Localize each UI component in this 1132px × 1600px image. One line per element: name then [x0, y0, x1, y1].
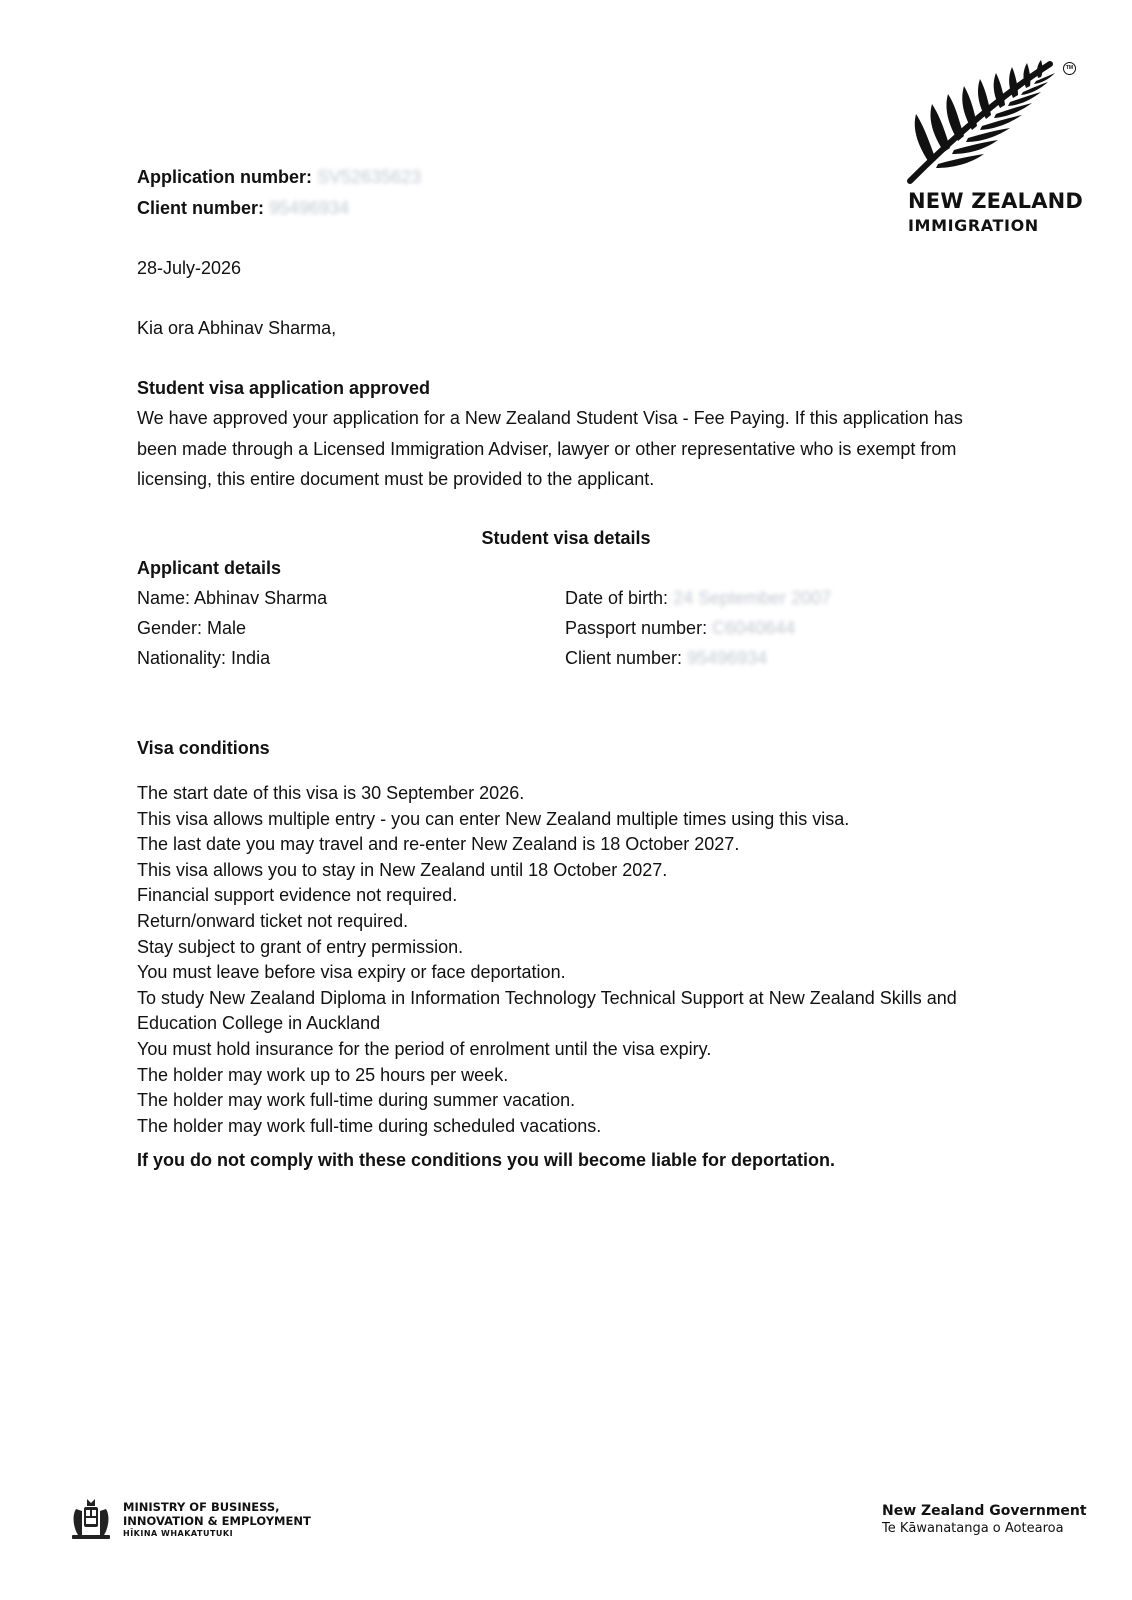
application-number-value: SV52635623: [317, 167, 422, 187]
condition-item: The holder may work full-time during scheduled vacations.: [137, 1115, 602, 1136]
visa-details-title: Student visa details: [481, 528, 651, 548]
details-client-number-label: Client number:: [565, 648, 683, 668]
condition-item: To study New Zealand Diploma in Information Technology Technical Support at New Zealand Skills and Education College in Auckland: [137, 987, 957, 1034]
nz-government-logo: [882, 1503, 1087, 1537]
client-number-label: Client number:: [137, 198, 265, 218]
details-client-number-line: [565, 648, 767, 669]
mbie-line-1: MINISTRY OF BUSINESS,: [123, 1500, 280, 1514]
date-of-birth-value: 24 September 2007: [673, 588, 832, 608]
date-of-birth-line: [565, 588, 831, 609]
approval-body: We have approved your application for a New Zealand Student Visa - Fee Paying. If this application has been made through a Licensed Immigration Adviser, lawyer or other representative who is exempt from licensing, this entire document must be provided to the applicant.: [137, 408, 963, 489]
application-number-label: Application number:: [137, 167, 312, 187]
application-number-line: [137, 167, 421, 188]
visa-conditions-list: [137, 781, 997, 1139]
applicant-gender: Gender: Male: [137, 618, 247, 638]
client-number-value: 95496934: [269, 198, 350, 218]
letter-date: 28-July-2026: [137, 258, 242, 278]
passport-number-label: Passport number:: [565, 618, 708, 638]
approval-heading: Student visa application approved: [137, 378, 431, 398]
mbie-wordmark: [123, 1500, 311, 1539]
te-kawanatanga-line: Te Kāwanatanga o Aotearoa: [882, 1521, 1064, 1536]
condition-item: Stay subject to grant of entry permission.: [137, 936, 464, 957]
logo-line-immigration: IMMIGRATION: [908, 216, 1039, 235]
silver-fern-icon: [900, 56, 1090, 186]
condition-item: Financial support evidence not required.: [137, 885, 458, 906]
logo-line-new-zealand: NEW ZEALAND: [908, 189, 1084, 213]
client-number-line: [137, 198, 349, 219]
applicant-name: Name: Abhinav Sharma: [137, 588, 328, 608]
condition-item: You must leave before visa expiry or face deportation.: [137, 962, 566, 983]
logo-wordmark: [908, 191, 1083, 234]
condition-item: You must hold insurance for the period of enrolment until the visa expiry.: [137, 1038, 712, 1059]
applicant-nationality: Nationality: India: [137, 648, 271, 668]
visa-conditions-heading: Visa conditions: [137, 738, 270, 758]
applicant-details-heading: Applicant details: [137, 558, 282, 578]
passport-number-value: C6040644: [712, 618, 796, 638]
details-client-number-value: 95496934: [687, 648, 768, 668]
deportation-warning: If you do not comply with these conditions you will become liable for deportation.: [137, 1150, 836, 1170]
condition-item: Return/onward ticket not required.: [137, 910, 409, 931]
date-of-birth-label: Date of birth:: [565, 588, 669, 608]
condition-item: The holder may work full-time during summer vacation.: [137, 1090, 576, 1111]
condition-item: This visa allows you to stay in New Zealand until 18 October 2027.: [137, 859, 668, 880]
condition-item: The start date of this visa is 30 September 2026.: [137, 783, 525, 803]
condition-item: This visa allows multiple entry - you can enter New Zealand multiple times using this visa.: [137, 808, 850, 829]
greeting: Kia ora Abhinav Sharma,: [137, 318, 337, 338]
mbie-line-2: INNOVATION & EMPLOYMENT: [123, 1514, 311, 1528]
nz-government-line: New Zealand Government: [882, 1503, 1087, 1519]
coat-of-arms-icon: [68, 1497, 114, 1541]
mbie-line-3: HĪKINA WHAKATUTUKI: [123, 1529, 234, 1538]
trademark-symbol: TM: [1063, 62, 1076, 75]
condition-item: The last date you may travel and re-enter New Zealand is 18 October 2027.: [137, 834, 740, 855]
condition-item: The holder may work up to 25 hours per week.: [137, 1064, 509, 1085]
passport-number-line: [565, 618, 795, 639]
